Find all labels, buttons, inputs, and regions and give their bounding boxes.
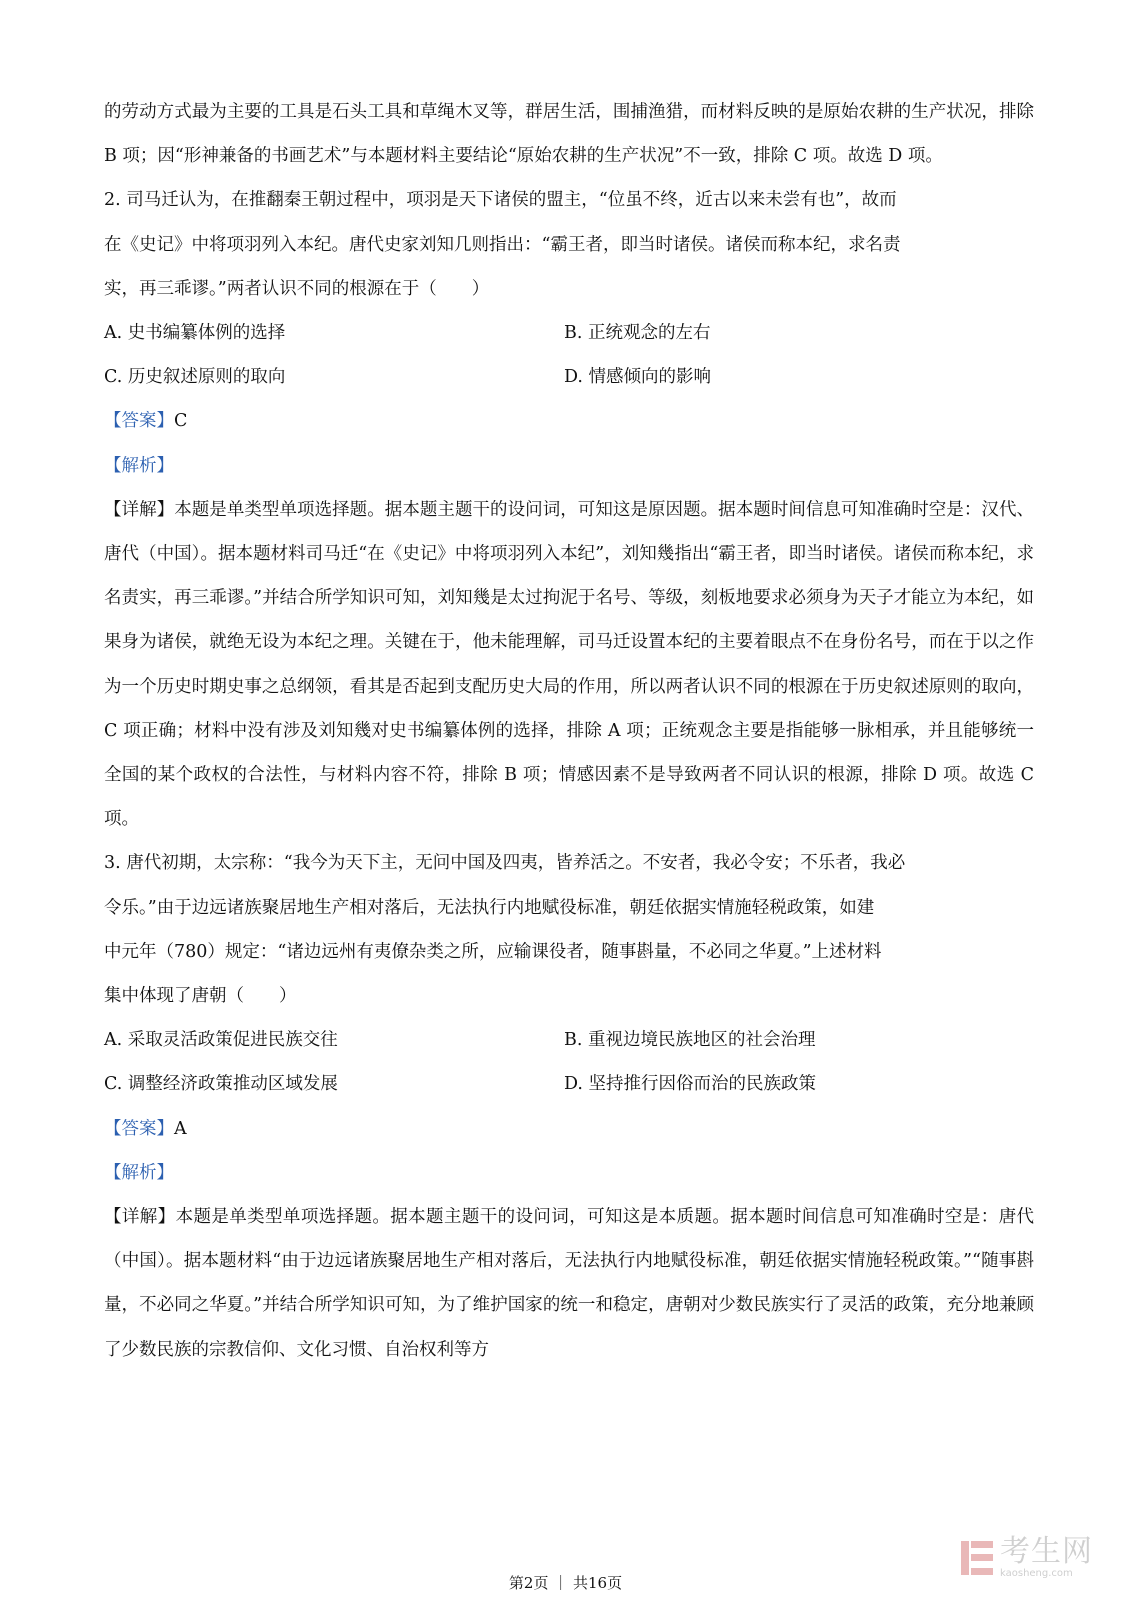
answer-value: C: [174, 411, 188, 432]
question-2-line-2: 在《史记》中将项羽列入本纪。唐代史家刘知几则指出：“霸王者，即当时诸侯。诸侯而称本纪，求名责: [104, 234, 901, 255]
answer-value: A: [174, 1118, 187, 1139]
option-a: A. 采取灵活政策促进民族交往: [104, 1030, 338, 1051]
option-a: A. 史书编纂体例的选择: [104, 323, 286, 344]
answer-tag: 【答案】: [104, 1118, 174, 1139]
detail-paragraph-q3: 【详解】本题是单类型单项选择题。据本题主题干的设问词，可知这是本质题。据本题时间信息可知准确时空是：唐代（中国）。据本题材料“由于边远诸族聚居地生产相对落后，无法执行内地赋役标准，朝廷依据实情施轻税政策。”“随事斟量，不必同之华夏。”并结合所学知识可知，为了维护国家的统一和稳定，唐朝对少数民族实行了灵活的政策，充分地兼顾了少数民族的宗教信仰、文化习惯、自治权利等方: [104, 1207, 1034, 1360]
question-2-options-row-1: [104, 311, 1034, 355]
question-2-line-1: 2. 司马迁认为，在推翻秦王朝过程中，项羽是天下诸侯的盟主，“位虽不终，近古以来未尝有也”，故而: [104, 190, 897, 211]
question-3-options-row-2: [104, 1062, 1034, 1106]
question-2-options-row-2: [104, 355, 1034, 399]
answer-line-q3: [104, 1107, 1034, 1151]
question-3-line-4: 集中体现了唐朝（ ）: [104, 986, 297, 1007]
watermark-text: 考生网: [1000, 1534, 1093, 1569]
option-b: B. 正统观念的左右: [564, 323, 711, 344]
analysis-tag-q3: 【解析】: [104, 1162, 174, 1183]
page-footer: 第2页 ｜ 共16页: [508, 1574, 623, 1592]
question-3-line-3: 中元年（780）规定：“诸边远州有夷僚杂类之所，应输课役者，随事斟量，不必同之华夏。”上述材料: [104, 941, 882, 962]
document-body: [104, 90, 1034, 1372]
option-b: B. 重视边境民族地区的社会治理: [564, 1030, 816, 1051]
option-d: D. 情感倾向的影响: [564, 367, 712, 388]
answer-line-q2: [104, 399, 1034, 443]
answer-tag: 【答案】: [104, 411, 174, 432]
analysis-tag-q2: 【解析】: [104, 455, 174, 476]
question-3-options-row-1: [104, 1018, 1034, 1062]
detail-paragraph-q2: 【详解】本题是单类型单项选择题。据本题主题干的设问词，可知这是原因题。据本题时间信息可知准确时空是：汉代、唐代（中国）。据本题材料司马迁“在《史记》中将项羽列入本纪”，刘知幾指出“霸王者，即当时诸侯。诸侯而称本纪，求名责实，再三乖谬。”并结合所学知识可知，刘知幾是太过拘泥于名号、等级，刻板地要求必须身为天子才能立为本纪，如果身为诸侯，就绝无设为本纪之理。关键在于，他未能理解，司马迁设置本纪的主要着眼点不在身份名号，而在于以之作为一个历史时期史事之总纲领，看其是否起到支配历史大局的作用，所以两者认识不同的根源在于历史叙述原则的取向，C 项正确；材料中没有涉及刘知幾对史书编纂体例的选择，排除 A 项；正统观念主要是指能够一脉相承，并且能够统一全国的某个政权的合法性，与材料内容不符，排除 B 项；情感因素不是导致两者不同认识的根源，排除 D 项。故选 C 项。: [104, 499, 1034, 830]
option-d: D. 坚持推行因俗而治的民族政策: [564, 1074, 817, 1095]
question-2-line-3: 实，再三乖谬。”两者认识不同的根源在于（ ）: [104, 278, 490, 299]
question-3-line-2: 令乐。”由于边远诸族聚居地生产相对落后，无法执行内地赋役标准，朝廷依据实情施轻税政策，如建: [104, 897, 875, 918]
watermark-logo-icon: [960, 1539, 994, 1577]
watermark: [960, 1536, 1110, 1580]
option-c: C. 历史叙述原则的取向: [104, 367, 286, 388]
option-c: C. 调整经济政策推动区域发展: [104, 1074, 338, 1095]
question-3-line-1: 3. 唐代初期，太宗称：“我今为天下主，无问中国及四夷，皆养活之。不安者，我必令安；不乐者，我必: [104, 853, 906, 874]
watermark-url: kaosheng.com: [1000, 1568, 1073, 1579]
paragraph-q1-tail: 的劳动方式最为主要的工具是石头工具和草绳木叉等，群居生活，围捕渔猎，而材料反映的是原始农耕的生产状况，排除 B 项；因“形神兼备的书画艺术”与本题材料主要结论“原始农耕的生产状况”不一致，排除 C 项。故选 D 项。: [104, 102, 1034, 167]
